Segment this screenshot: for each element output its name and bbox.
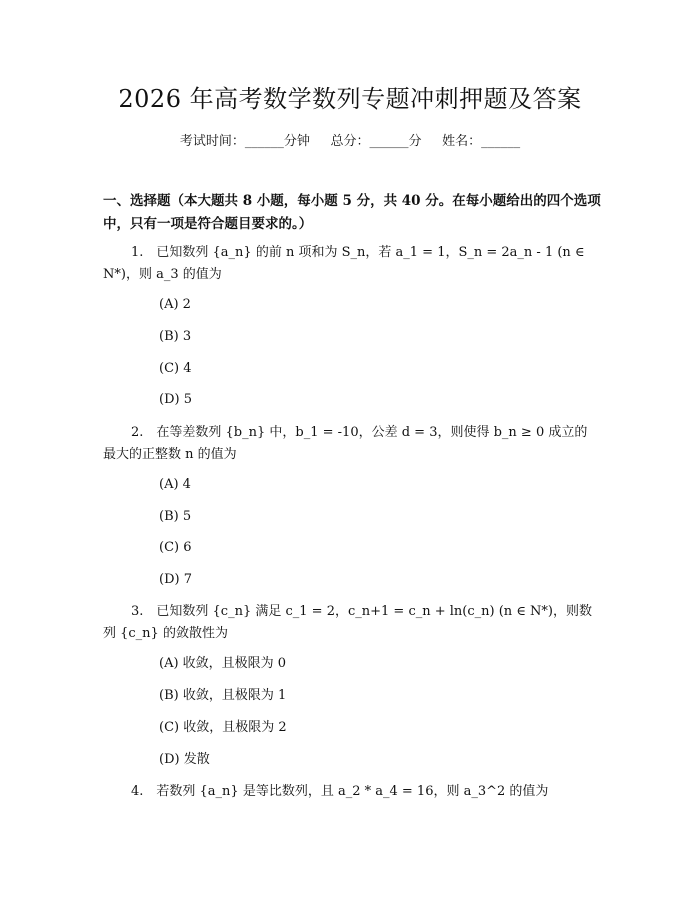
question-2-option-d: (D) 7 [159,572,192,587]
question-1-option-d: (D) 5 [159,392,192,407]
question-4: 4. 若数列 {a_n} 是等比数列，且 a_2 * a_4 = 16，则 a_3^2 的值为 [131,784,549,799]
question-3-option-d: (D) 发散 [159,752,210,767]
exam-info-line: 考试时间：______分钟 总分：______分 姓名：______ [179,134,521,149]
question-2-option-c: (C) 6 [159,540,192,555]
section-heading: 一、选择题（本大题共 8 小题，每小题 5 分，共 40 分。在每小题给出的四个选项中，只有一项是符合题目要求的。） [103,193,601,232]
question-3: 3. 已知数列 {c_n} 满足 c_1 = 2，c_n+1 = c_n + ln(c_n) (n ∈ N*)，则数列 {c_n} 的敛散性为 [103,604,592,641]
question-1-option-a: (A) 2 [159,297,191,312]
page-title: 2026 年高考数学数列专题冲刺押题及答案 [118,85,582,113]
question-2: 2. 在等差数列 {b_n} 中，b_1 = -10，公差 d = 3，则使得 b_n ≥ 0 成立的最大的正整数 n 的值为 [103,425,588,462]
question-1-option-b: (B) 3 [159,329,192,344]
question-2-option-a: (A) 4 [159,477,191,492]
question-3-option-a: (A) 收敛，且极限为 0 [159,656,287,671]
question-1: 1. 已知数列 {a_n} 的前 n 项和为 S_n，若 a_1 = 1，S_n = 2a_n - 1 (n ∈ N*)，则 a_3 的值为 [103,245,585,282]
question-3-option-c: (C) 收敛，且极限为 2 [159,720,287,735]
question-2-option-b: (B) 5 [159,509,192,524]
question-3-option-b: (B) 收敛，且极限为 1 [159,688,287,703]
question-1-option-c: (C) 4 [159,361,192,376]
